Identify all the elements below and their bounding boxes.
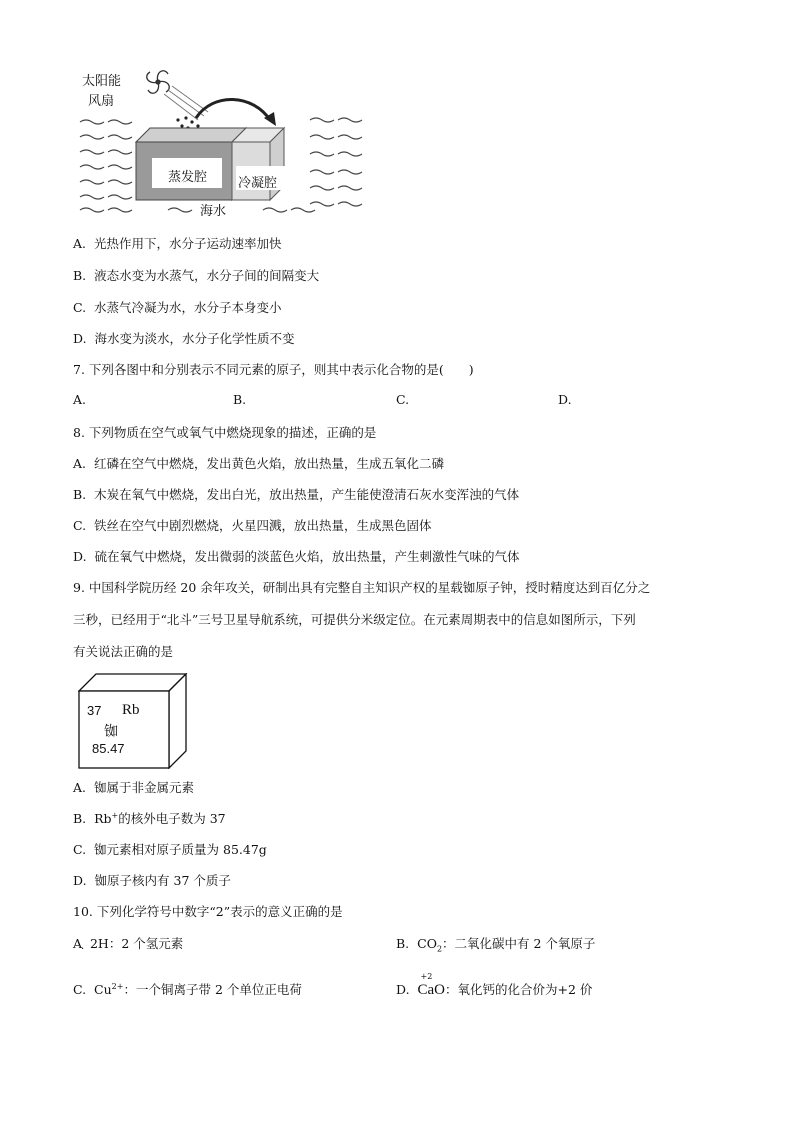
- q8-stem: 8. 下列物质在空气或氧气中燃烧现象的描述，正确的是: [73, 425, 377, 440]
- q6-option-c: C. 水蒸气冷凝为水，水分子本身变小: [73, 300, 282, 315]
- q10-option-b: B. $CO_2$：二氧化碳中有 2 个氧原子: [396, 936, 596, 954]
- element-cell-rubidium: [78, 673, 188, 769]
- q8-option-c: C. 铁丝在空气中剧烈燃烧，火星四溅，放出热量，生成黑色固体: [73, 518, 432, 533]
- atomic-number: 37: [87, 703, 102, 718]
- evaporation-chamber-label: 蒸发腔: [168, 170, 208, 185]
- q10-option-d: D. +2 CaO：氧化钙的化合价为+2 价: [396, 972, 593, 998]
- desalination-figure: [78, 62, 378, 222]
- atomic-mass: 85.47: [92, 741, 125, 756]
- q9-option-c: C. 铷元素相对原子质量为 85.47g: [73, 842, 267, 857]
- fan-label-2: 风扇: [88, 94, 115, 109]
- q7-option-a: A.: [73, 392, 87, 407]
- q7-stem: 7. 下列各图中和分别表示不同元素的原子，则其中表示化合物的是( ): [73, 362, 474, 377]
- vapor-arrow-icon: [196, 99, 270, 120]
- q8-option-a: A. 红磷在空气中燃烧，发出黄色火焰，放出热量，生成五氧化二磷: [73, 456, 444, 471]
- q9-stem-line-2: 三秒，已经用于“北斗”三号卫星导航系统，可提供分米级定位。在元素周期表中的信息如图所示，下列: [73, 612, 636, 627]
- fan-label-1: 太阳能: [82, 74, 122, 89]
- q10-option-c: C. $Cu^{2+}$：一个铜离子带 2 个单位正电荷: [73, 981, 302, 997]
- q8-option-b: B. 木炭在氧气中燃烧，发出白光，放出热量，产生能使澄清石灰水变浑浊的气体: [73, 487, 520, 502]
- desalination-drawing: [78, 62, 378, 222]
- q6-option-d: D. 海水变为淡水，水分子化学性质不变: [73, 331, 295, 346]
- q9-option-b: B. Rb+的核外电子数为 37: [73, 810, 226, 826]
- fan-icon: [147, 71, 170, 94]
- q7-option-d: D.: [558, 392, 572, 407]
- q10-stem: 10. 下列化学符号中数字“2”表示的意义正确的是: [73, 904, 343, 919]
- q10-option-a: A 2H：2 个氢元素: [73, 936, 184, 951]
- element-name: 铷: [104, 724, 118, 740]
- q6-option-b: B. 液态水变为水蒸气，水分子间的间隔变大: [73, 268, 320, 283]
- q9-stem-line-1: 9. 中国科学院历经 20 余年攻关，研制出具有完整自主知识产权的星载铷原子钟，授时精度达到百亿分之: [73, 580, 651, 595]
- q6-option-a: A. 光热作用下，水分子运动速率加快: [73, 236, 282, 251]
- cao-formula: CaO: [417, 982, 446, 998]
- q9-option-d: D. 铷原子核内有 37 个质子: [73, 873, 231, 888]
- valence-mark: +2: [420, 972, 433, 981]
- condensation-chamber-label: 冷凝腔: [238, 176, 278, 191]
- q9-option-a: A. 铷属于非金属元素: [73, 780, 194, 795]
- q7-option-c: C.: [396, 392, 410, 407]
- q7-option-b: B.: [233, 392, 247, 407]
- q8-option-d: D. 硫在氧气中燃烧，发出微弱的淡蓝色火焰，放出热量，产生刺激性气味的气体: [73, 549, 520, 564]
- q10-option-a-dot: ·: [81, 944, 85, 955]
- sunlight-rays: [164, 86, 208, 120]
- seawater-label: 海水: [200, 204, 227, 219]
- element-symbol: Rb: [122, 702, 140, 718]
- q9-stem-line-3: 有关说法正确的是: [73, 644, 174, 659]
